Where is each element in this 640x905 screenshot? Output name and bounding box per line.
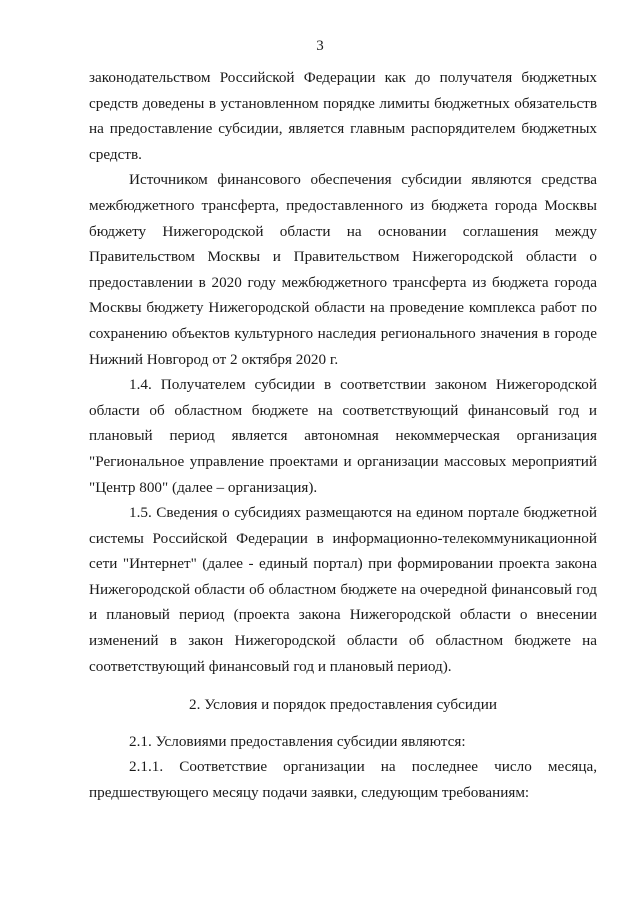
- page-number: 3: [316, 38, 324, 54]
- paragraph-1-5: 1.5. Сведения о субсидиях размещаются на едином портале бюджетной системы Российской Федерации в информационно-телекоммуникационной сети "Интернет" (далее - единый портал) при формировании проекта закона Нижегородской области об областном бюджете на очередной финансовый год и плановый период (проекта закона Нижегородской области о внесении изменений в закон Нижегородской области об областном бюджете на соответствующий финансовый год и плановый период).: [89, 504, 597, 675]
- paragraph-funding-source: Источником финансового обеспечения субсидии являются средства межбюджетного трансферта, предоставленного из бюджета города Москвы бюджету Нижегородской области на основании соглашения между Правительством Москвы и Правительством Нижегородской области о предоставлении в 2020 году межбюджетного трансферта из бюджета города Москвы бюджету Нижегородской области на проведение комплекса работ по сохранению объектов культурного наследия регионального значения в городе Нижний Новгород от 2 октября 2020 г.: [89, 171, 597, 368]
- paragraph-2-1: 2.1. Условиями предоставления субсидии являются:: [129, 732, 466, 750]
- paragraph-continuation: законодательством Российской Федерации как до получателя бюджетных средств доведены в установленном порядке лимиты бюджетных обязательств на предоставление субсидии, является главным распорядителем бюджетных средств.: [89, 69, 597, 163]
- document-body: [89, 65, 597, 806]
- paragraph-2-1-1: 2.1.1. Соответствие организации на последнее число месяца, предшествующего месяцу подачи заявки, следующим требованиям:: [89, 758, 597, 802]
- paragraph-1-4: 1.4. Получателем субсидии в соответствии законом Нижегородской области об областном бюджете на соответствующий финансовый год и плановый период является автономная некоммерческая организация "Региональное управление проектами и организации массовых мероприятий "Центр 800" (далее – организация).: [89, 376, 597, 496]
- section-heading: 2. Условия и порядок предоставления субсидии: [189, 696, 497, 714]
